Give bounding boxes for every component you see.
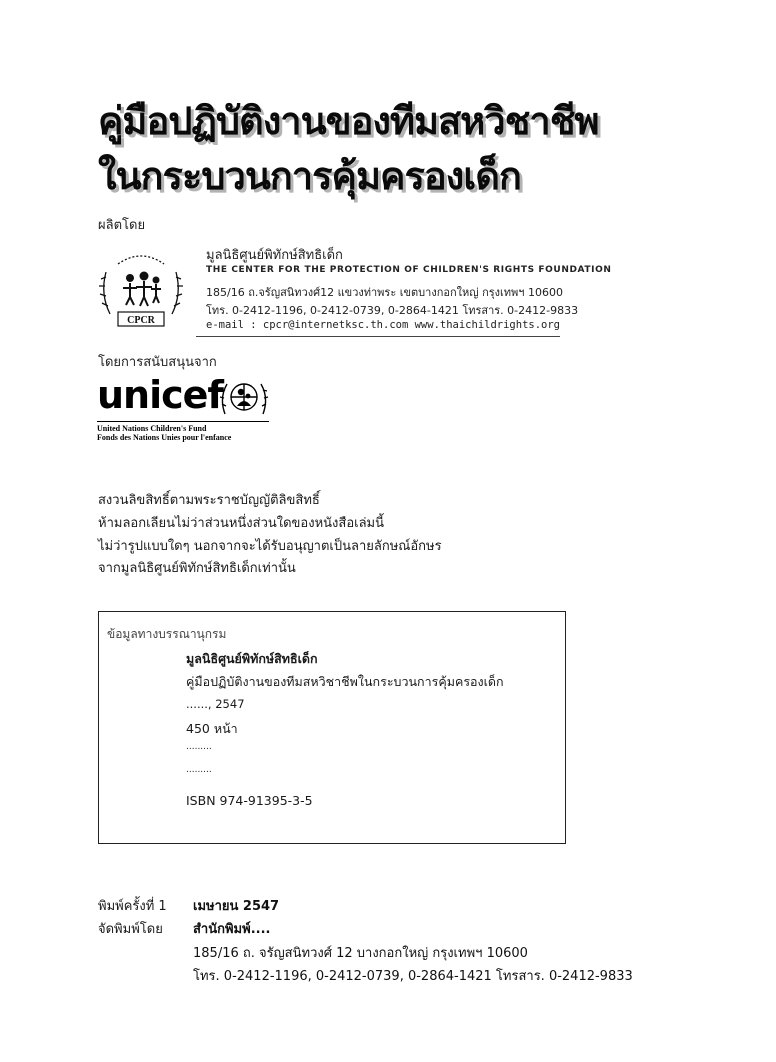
catalog-blank-1: ......... bbox=[186, 742, 212, 752]
catalog-pages: 450 หน้า bbox=[186, 721, 238, 736]
catalog-heading: ข้อมูลทางบรรณานุกรม bbox=[107, 627, 227, 641]
publisher-phone: โทร. 0-2412-1196, 0-2412-0739, 0-2864-1421 โทรสาร. 0-2412-9833 bbox=[193, 969, 633, 984]
catalog-book-title: คู่มือปฏิบัติงานของทีมสหวิชาชีพในกระบวนการคุ้มครองเด็ก bbox=[186, 674, 504, 689]
catalog-author: มูลนิธิศูนย์พิทักษ์สิทธิเด็ก bbox=[186, 651, 318, 666]
org-email-website: e-mail : cpcr@internetksc.th.com www.thaichildrights.org bbox=[206, 319, 561, 331]
org-address: 185/16 ถ.จรัญสนิทวงศ์12 แขวงท่าพระ เขตบางกอกใหญ่ กรุงเทพฯ 10600 bbox=[206, 286, 563, 299]
org-name-english: THE CENTER FOR THE PROTECTION OF CHILDREN'S RIGHTS FOUNDATION bbox=[206, 265, 612, 275]
edition-value: เมษายน 2547 bbox=[193, 899, 280, 914]
copyright-line-3: ไม่ว่ารูปแบบใดๆ นอกจากจะได้รับอนุญาตเป็นลายลักษณ์อักษร bbox=[98, 539, 442, 554]
unicef-divider bbox=[97, 421, 269, 422]
page-title-line-1: คู่มือปฏิบัติงานของทีมสหวิชาชีพ bbox=[98, 99, 599, 143]
org-divider bbox=[196, 336, 560, 337]
cpcr-logo-text: CPCR bbox=[127, 315, 155, 326]
unicef-subtitle-english: United Nations Children's Fund bbox=[97, 424, 207, 433]
page-title-line-2: ในกระบวนการคุ้มครองเด็ก bbox=[98, 154, 521, 198]
catalog-box bbox=[98, 611, 566, 844]
catalog-blank-2: ......... bbox=[186, 765, 212, 775]
copyright-line-4: จากมูลนิธิศูนย์พิทักษ์สิทธิเด็กเท่านั้น bbox=[98, 561, 296, 576]
edition-label: พิมพ์ครั้งที่ 1 bbox=[98, 899, 167, 914]
catalog-isbn: ISBN 974-91395-3-5 bbox=[186, 793, 313, 808]
publisher-value: สำนักพิมพ์.... bbox=[193, 922, 271, 937]
unicef-wordmark: unicef bbox=[97, 373, 223, 417]
copyright-line-2: ห้ามลอกเลียนไม่ว่าส่วนหนึ่งส่วนใดของหนังสือเล่มนี้ bbox=[98, 516, 384, 531]
produced-by-label: ผลิตโดย bbox=[98, 218, 146, 233]
publisher-address: 185/16 ถ. จรัญสนิทวงศ์ 12 บางกอกใหญ่ กรุงเทพฯ 10600 bbox=[193, 946, 528, 961]
org-phone: โทร. 0-2412-1196, 0-2412-0739, 0-2864-1421 โทรสาร. 0-2412-9833 bbox=[206, 304, 579, 317]
cpcr-logo bbox=[96, 244, 186, 332]
unicef-subtitle-french: Fonds des Nations Unies pour l'enfance bbox=[97, 433, 232, 442]
publisher-label: จัดพิมพ์โดย bbox=[98, 922, 163, 937]
unicef-emblem-icon bbox=[219, 376, 269, 420]
copyright-line-1: สงวนลิขสิทธิ์ตามพระราชบัญญัติลิขสิทธิ์ bbox=[98, 493, 320, 508]
catalog-year: ......, 2547 bbox=[186, 697, 245, 711]
supported-by-label: โดยการสนับสนุนจาก bbox=[98, 355, 217, 370]
org-name-thai: มูลนิธิศูนย์พิทักษ์สิทธิเด็ก bbox=[206, 248, 343, 263]
